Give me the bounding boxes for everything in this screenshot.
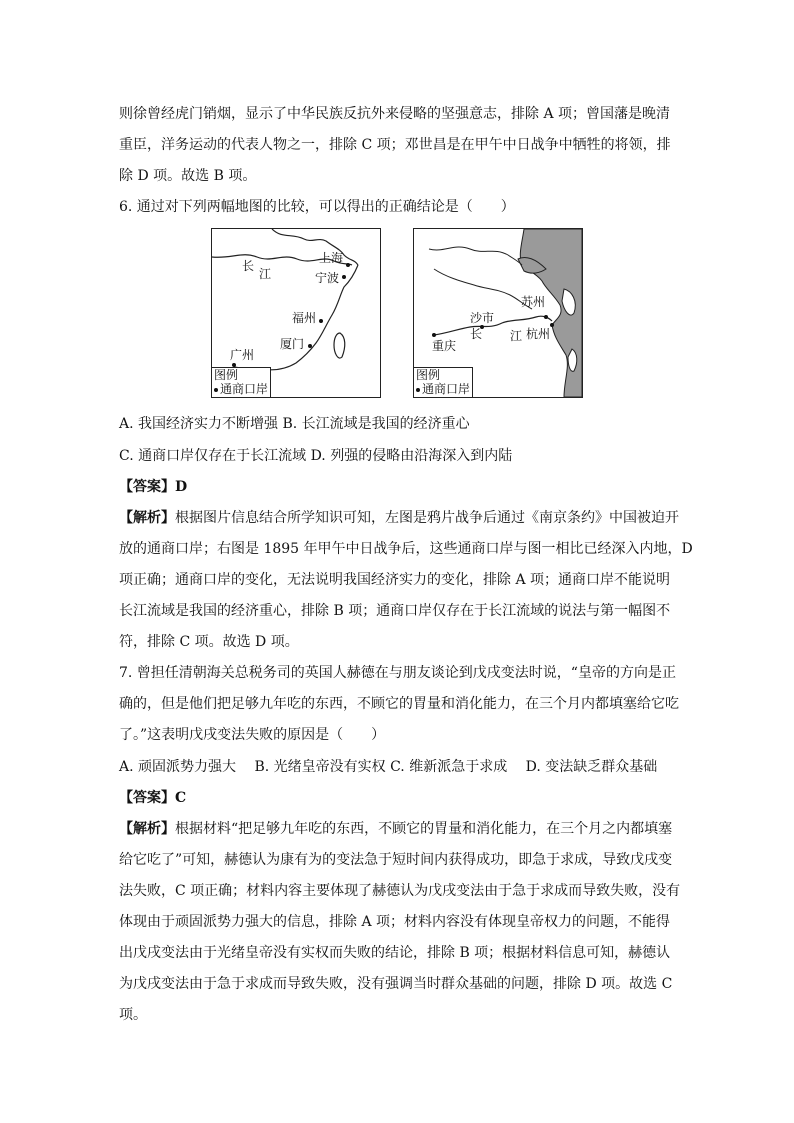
map-label: 上海: [319, 251, 344, 265]
map-label: 广州: [230, 348, 255, 362]
port-dot-icon: [416, 388, 420, 392]
q7-answer: 【答案】C: [119, 790, 187, 806]
q6-analysis-line: 放的通商口岸；右图是 1895 年甲午中日战争后，这些通商口岸与图一相比已经深入内地，D: [119, 541, 693, 557]
q6-options-line: C. 通商口岸仅存在于长江流域 D. 列强的侵略由沿海深入到内陆: [119, 448, 513, 464]
q7-stem-line: 7. 曾担任清朝海关总税务司的英国人赫德在与朋友谈论到戊戌变法时说，“皇帝的方向是正: [119, 665, 676, 681]
map-label: 苏州: [521, 295, 546, 309]
analysis-label: 【解析】: [119, 510, 175, 526]
map-label: 重庆: [432, 339, 457, 353]
map-label: 宁波: [315, 271, 340, 285]
map-label: 江: [510, 329, 523, 343]
q7-analysis-line: 出戊戌变法由于光绪皇帝没有实权而失败的结论，排除 B 项；根据材料信息可知，赫德认: [119, 945, 671, 961]
map-label: 沙市: [470, 311, 495, 325]
q7-analysis-line: 【解析】根据材料“把足够九年吃的东西，不顾它的胃量和消化能力，在三个月之内都填塞: [119, 821, 673, 837]
q7-analysis-line: 体现由于顽固派势力强大的信息，排除 A 项；材料内容没有体现皇帝权力的问题，不能得: [119, 914, 671, 930]
q6-analysis-line: 长江流域是我国的经济重心，排除 B 项；通商口岸仅存在于长江流域的说法与第一幅图不: [119, 603, 671, 619]
q6-answer: 【答案】D: [119, 479, 188, 495]
q7-stem-line: 确的，但是他们把足够九年吃的东西，不顾它的胃量和消化能力，在三个月内都填塞给它吃: [119, 696, 679, 712]
map-label: 长: [242, 259, 255, 273]
q6-analysis-line: 符，排除 C 项。故选 D 项。: [119, 634, 299, 650]
legend-item: 通商口岸: [214, 382, 268, 396]
q6-analysis-line: 【解析】根据图片信息结合所学知识可知，左图是鸦片战争后通过《南京条约》中国被迫开: [119, 510, 679, 526]
map-first-opium-war-ports: [211, 228, 381, 398]
text-line: 除 D 项。故选 B 项。: [119, 168, 257, 184]
q6-analysis-line: 项正确；通商口岸的变化，无法说明我国经济实力的变化，排除 A 项；通商口岸不能说明: [119, 572, 671, 588]
map-legend: [414, 367, 473, 397]
map-sino-japanese-war-ports: [413, 228, 583, 398]
q7-analysis-line: 法失败，C 项正确；材料内容主要体现了赫德认为戊戌变法由于急于求成而导致失败，没有: [119, 883, 681, 899]
q6-stem: 6. 通过对下列两幅地图的比较，可以得出的正确结论是（ ）: [119, 199, 515, 215]
map-label: 厦门: [280, 337, 305, 351]
legend-title: 图例: [416, 368, 441, 382]
q7-analysis-line: 项。: [119, 1007, 147, 1023]
q7-stem-line: 了。”这表明戊戌变法失败的原因是（ ）: [119, 727, 386, 743]
map-label: 福州: [292, 311, 317, 325]
text-line: 则徐曾经虎门销烟，显示了中华民族反抗外来侵略的坚强意志，排除 A 项；曾国藩是晚清: [119, 106, 671, 122]
map-label: 江: [259, 267, 272, 281]
legend-item: 通商口岸: [416, 382, 470, 396]
map-label: 杭州: [526, 327, 551, 341]
text-line: 重臣，洋务运动的代表人物之一，排除 C 项；邓世昌是在甲午中日战争中牺牲的将领，排: [119, 137, 671, 153]
map-legend: [212, 367, 271, 397]
map-label: 长: [470, 327, 483, 341]
port-dot-icon: [214, 388, 218, 392]
q6-options-line: A. 我国经济实力不断增强 B. 长江流域是我国的经济重心: [119, 416, 470, 432]
q7-analysis-line: 为戊戌变法由于急于求成而导致失败，没有强调当时群众基础的问题，排除 D 项。故选 C: [119, 976, 673, 992]
analysis-label: 【解析】: [119, 821, 175, 837]
legend-title: 图例: [214, 368, 239, 382]
q7-options: A. 顽固派势力强大 B. 光绪皇帝没有实权 C. 维新派急于求成 D. 变法缺乏群众基础: [119, 759, 658, 775]
q7-analysis-line: 给它吃了”可知，赫德认为康有为的变法急于短时间内获得成功，即急于求成，导致戊戌变: [119, 852, 673, 868]
